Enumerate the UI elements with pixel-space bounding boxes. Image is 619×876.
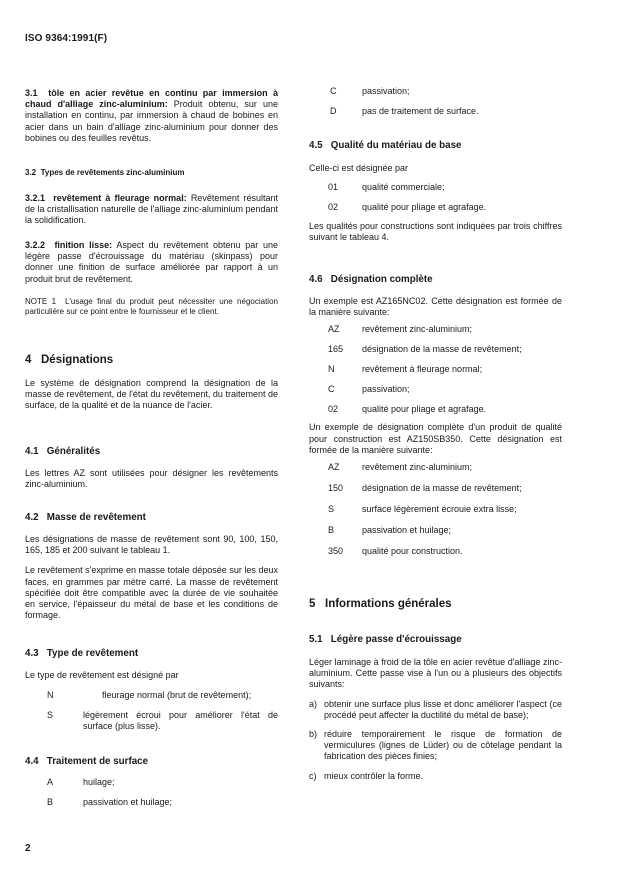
list-item <box>309 384 562 396</box>
list-item <box>309 344 562 356</box>
item-desc: qualité commerciale; <box>362 182 445 193</box>
item-code: C <box>328 384 335 395</box>
item-desc: revêtement zinc-aluminium; <box>362 462 473 473</box>
list-item <box>309 182 562 194</box>
clause-title: Traitement de surface <box>46 756 149 767</box>
clause-term: revêtement à fleurage normal: <box>53 193 187 203</box>
item-code: AZ <box>328 462 340 473</box>
clause-3-2-1 <box>25 193 278 227</box>
list-item <box>309 462 562 474</box>
clause-3-2-2 <box>25 240 278 285</box>
clause-title: Types de revêtements zinc-aluminium <box>40 168 185 177</box>
item-desc: légèrement écroui pour améliorer l'état de surface (plus lisse). <box>83 710 278 732</box>
clause-4-6 <box>309 274 562 558</box>
item-code: 02 <box>328 202 339 213</box>
clause-number: 3.2.1 <box>25 193 46 203</box>
clause-title: Généralités <box>46 446 101 457</box>
page-number: 2 <box>25 843 31 854</box>
item-code: a) <box>309 698 318 709</box>
section-5 <box>309 598 562 610</box>
clause-number: 3.2.2 <box>25 240 46 250</box>
clause-4-5 <box>309 140 562 244</box>
item-desc: qualité pour construction. <box>362 546 463 557</box>
item-desc: revêtement à fleurage normal; <box>362 364 483 375</box>
clause-definition: Produit obtenu, sur une installation en continu, par immersion à chaud de bobines en acier dans un bain d'alliage zinc-aluminium pour donner des bobines ou des feuilles revêtus. <box>25 99 278 143</box>
clause-3-1 <box>25 88 278 144</box>
list-item <box>309 483 562 495</box>
list-item <box>309 729 562 763</box>
clause-title: Qualité du matériau de base <box>330 140 462 151</box>
clause-text: Les lettres AZ sont utilisées pour désigner les revêtements zinc-aluminium. <box>25 468 278 490</box>
list-item <box>309 525 562 537</box>
clause-text-2: Le revêtement s'exprime en masse totale déposée sur les deux faces, en grammes par mètre carré. La masse de revêtement spécifiée doit être compatible avec la durée de vie souhaitée en service, l'épaisseur du métal de base et les conditions de formage. <box>25 565 278 621</box>
item-code: D <box>330 106 337 116</box>
clause-4-3 <box>25 648 278 733</box>
item-code: 150 <box>328 483 344 494</box>
list-item <box>309 504 562 516</box>
note-label: NOTE 1 <box>25 297 57 306</box>
item-desc: passivation; <box>362 384 410 395</box>
item-code: c) <box>309 770 317 781</box>
clause-4-4-continued <box>309 86 562 118</box>
item-code: B <box>328 525 335 536</box>
list-item <box>309 202 562 214</box>
list-item <box>309 106 562 118</box>
clause-definition: Aspect du revêtement obtenu par une légère passe d'écrouissage du matériau (skinpass) pour donner une finition de surface améliorée par rapport à un produit brut de revêtement. <box>25 240 278 284</box>
list-item <box>309 324 562 336</box>
list-item <box>309 546 562 558</box>
item-code: b) <box>309 729 318 740</box>
item-desc: désignation de la masse de revêtement; <box>362 483 522 494</box>
item-code: 350 <box>328 546 344 557</box>
item-desc: huilage; <box>83 777 115 787</box>
clause-number: 3.2 <box>25 168 37 177</box>
clause-text-1: Les désignations de masse de revêtement sont 90, 100, 150, 165, 185 et 200 suivant le tableau 1. <box>25 534 278 556</box>
item-desc: fleurage normal (brut de revêtement); <box>102 690 252 701</box>
item-desc: mieux contrôler la forme. <box>324 770 424 781</box>
section-title: Informations générales <box>325 598 452 610</box>
item-desc: passivation; <box>362 86 410 96</box>
clause-title: Désignation complète <box>330 274 433 285</box>
list-item <box>25 690 278 702</box>
item-desc: qualité pour pliage et agrafage. <box>362 404 487 415</box>
item-code: A <box>47 777 54 787</box>
clause-number: 4.4 <box>25 756 39 767</box>
list-item <box>25 797 278 809</box>
clause-4-4 <box>25 756 278 809</box>
item-desc: désignation de la masse de revêtement; <box>362 344 522 355</box>
item-code: S <box>47 710 54 721</box>
item-code: B <box>47 797 54 807</box>
clause-title: Masse de revêtement <box>46 512 146 523</box>
item-code: N <box>47 690 54 701</box>
item-desc: obtenir une surface plus lisse et donc améliorer l'aspect (ce procédé peut affecter la ductilité du métal de base); <box>324 698 562 720</box>
item-desc: pas de traitement de surface. <box>362 106 479 116</box>
clause-text: Les qualités pour constructions sont indiquées par trois chiffres suivant le tableau 4. <box>309 221 562 243</box>
item-code: N <box>328 364 335 375</box>
clause-4-2 <box>25 512 278 621</box>
item-code: AZ <box>328 324 340 335</box>
clause-4-1 <box>25 446 278 490</box>
example-1-intro: Un exemple est AZ165NC02. Cette désignation est formée de la manière suivante: <box>309 296 562 318</box>
clause-title: Type de revêtement <box>46 648 139 659</box>
clause-number: 3.1 <box>25 88 38 98</box>
list-item <box>309 404 562 416</box>
item-desc: surface légèrement écrouie extra lisse; <box>362 504 517 515</box>
section-number: 4 <box>25 354 32 366</box>
clause-number: 4.3 <box>25 648 39 659</box>
item-desc: revêtement zinc-aluminium; <box>362 324 473 335</box>
item-code: 02 <box>328 404 339 415</box>
note-text: L'usage final du produit peut nécessiter une négociation particulière sur ce point entre le fournisseur et le client. <box>25 297 278 316</box>
clause-5-1 <box>309 634 562 782</box>
list-item <box>25 777 278 789</box>
item-code: S <box>328 504 335 515</box>
item-code: 165 <box>328 344 344 355</box>
clause-intro: Celle-ci est désignée par <box>309 163 409 173</box>
section-4 <box>25 354 278 412</box>
clause-intro: Léger laminage à froid de la tôle en acier revêtue d'alliage zinc-aluminium. Cette passe vise à l'un ou à plusieurs des objectifs suivants: <box>309 657 562 690</box>
clause-number: 4.1 <box>25 446 39 457</box>
section-text: Le système de désignation comprend la désignation de la masse de revêtement, de l'état du revêtement, du traitement de surface, de la qualité et de la nuance de l'acier. <box>25 378 278 411</box>
example-2-intro: Un exemple de désignation complète d'un produit de qualité pour construction est AZ150SB350. Cette désignation est formée de la manière suivante: <box>309 422 562 455</box>
item-desc: passivation et huilage; <box>362 525 452 536</box>
section-number: 5 <box>309 598 316 610</box>
list-item <box>309 364 562 376</box>
clause-definition: Revêtement résultant de la cristallisation naturelle de l'alliage zinc-aluminium pendant la solidification. <box>25 193 278 226</box>
item-desc: passivation et huilage; <box>83 797 173 807</box>
list-item <box>25 710 278 732</box>
clause-term: tôle en acier revêtue en continu par immersion à chaud d'alliage zinc-aluminium: <box>25 88 278 110</box>
clause-title: Légère passe d'écrouissage <box>330 634 462 645</box>
item-desc: réduire temporairement le risque de formation de vermiculures (lignes de Lüder) ou de côtelage pendant la fabrication des pièces finies; <box>324 729 562 762</box>
clause-term: finition lisse: <box>54 240 113 250</box>
item-desc: qualité pour pliage et agrafage. <box>362 202 487 213</box>
list-item <box>309 86 562 98</box>
list-item <box>309 699 562 721</box>
note-1 <box>25 297 278 317</box>
clause-intro: Le type de revêtement est désigné par <box>25 670 179 680</box>
document-header: ISO 9364:1991(F) <box>25 33 108 44</box>
clause-number: 4.2 <box>25 512 39 523</box>
clause-number: 4.6 <box>309 274 323 285</box>
clause-3-2 <box>25 168 278 177</box>
list-item <box>309 771 562 782</box>
item-code: 01 <box>328 182 339 193</box>
item-code: C <box>330 86 337 96</box>
clause-number: 5.1 <box>309 634 323 645</box>
clause-number: 4.5 <box>309 140 323 151</box>
section-title: Désignations <box>41 354 114 366</box>
